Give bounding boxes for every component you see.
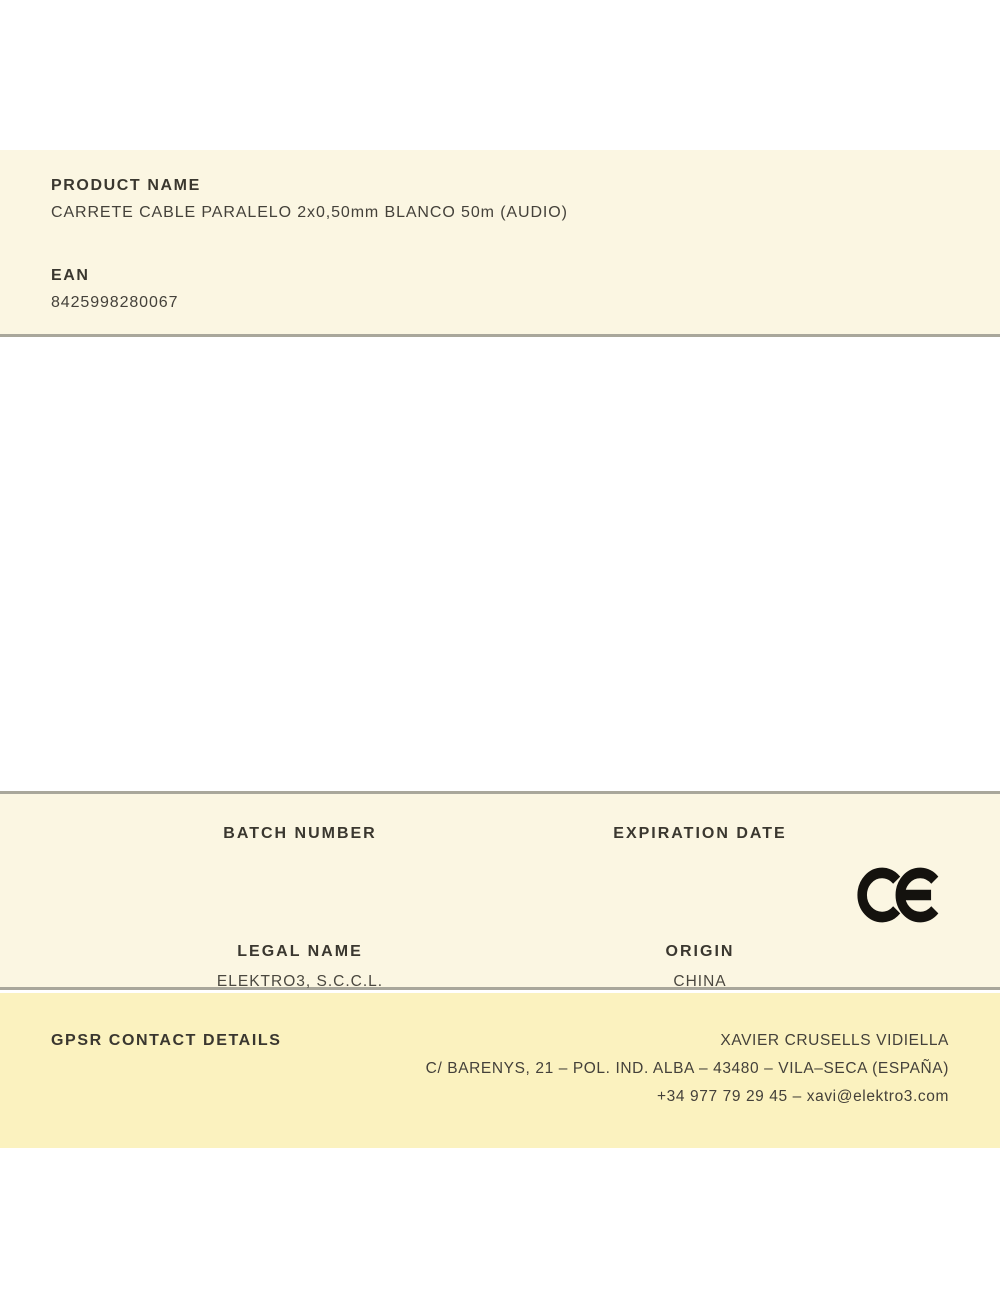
batch-number-field [100, 824, 500, 874]
origin-field [500, 942, 900, 992]
batch-expiration-row [100, 824, 900, 874]
legal-name-label: LEGAL NAME [237, 943, 363, 960]
expiration-date-label: EXPIRATION DATE [613, 825, 787, 842]
expiration-date-value [500, 854, 900, 874]
gpsr-contact-name: XAVIER CRUSELLS VIDIELLA [720, 1032, 949, 1049]
batch-number-value [100, 854, 500, 874]
batch-legal-section [0, 791, 1000, 990]
origin-value: CHINA [673, 973, 727, 990]
origin-label: ORIGIN [665, 943, 735, 960]
gpsr-contact-label: GPSR CONTACT DETAILS [51, 1032, 282, 1049]
gpsr-contact-section [0, 993, 1000, 1148]
gpsr-contact-address: C/ BARENYS, 21 – POL. IND. ALBA – 43480 – VILA–SECA (ESPAÑA) [425, 1060, 949, 1077]
legal-name-field [100, 942, 500, 992]
product-name-value: CARRETE CABLE PARALELO 2x0,50mm BLANCO 50m (AUDIO) [51, 204, 568, 221]
batch-number-label: BATCH NUMBER [223, 825, 377, 842]
gpsr-contact-block [426, 1027, 949, 1111]
product-name-field [51, 176, 949, 223]
ce-mark-icon [857, 864, 945, 926]
ean-value: 8425998280067 [51, 294, 179, 311]
product-name-label: PRODUCT NAME [51, 177, 201, 194]
gpsr-contact-phone-email: +34 977 79 29 45 – xavi@elektro3.com [657, 1088, 949, 1105]
legal-origin-row [100, 942, 900, 992]
legal-name-value: ELEKTRO3, S.C.C.L. [216, 973, 384, 990]
expiration-date-field [500, 824, 900, 874]
product-info-section [0, 150, 1000, 337]
ean-label: EAN [51, 267, 90, 284]
ean-field [51, 266, 949, 313]
